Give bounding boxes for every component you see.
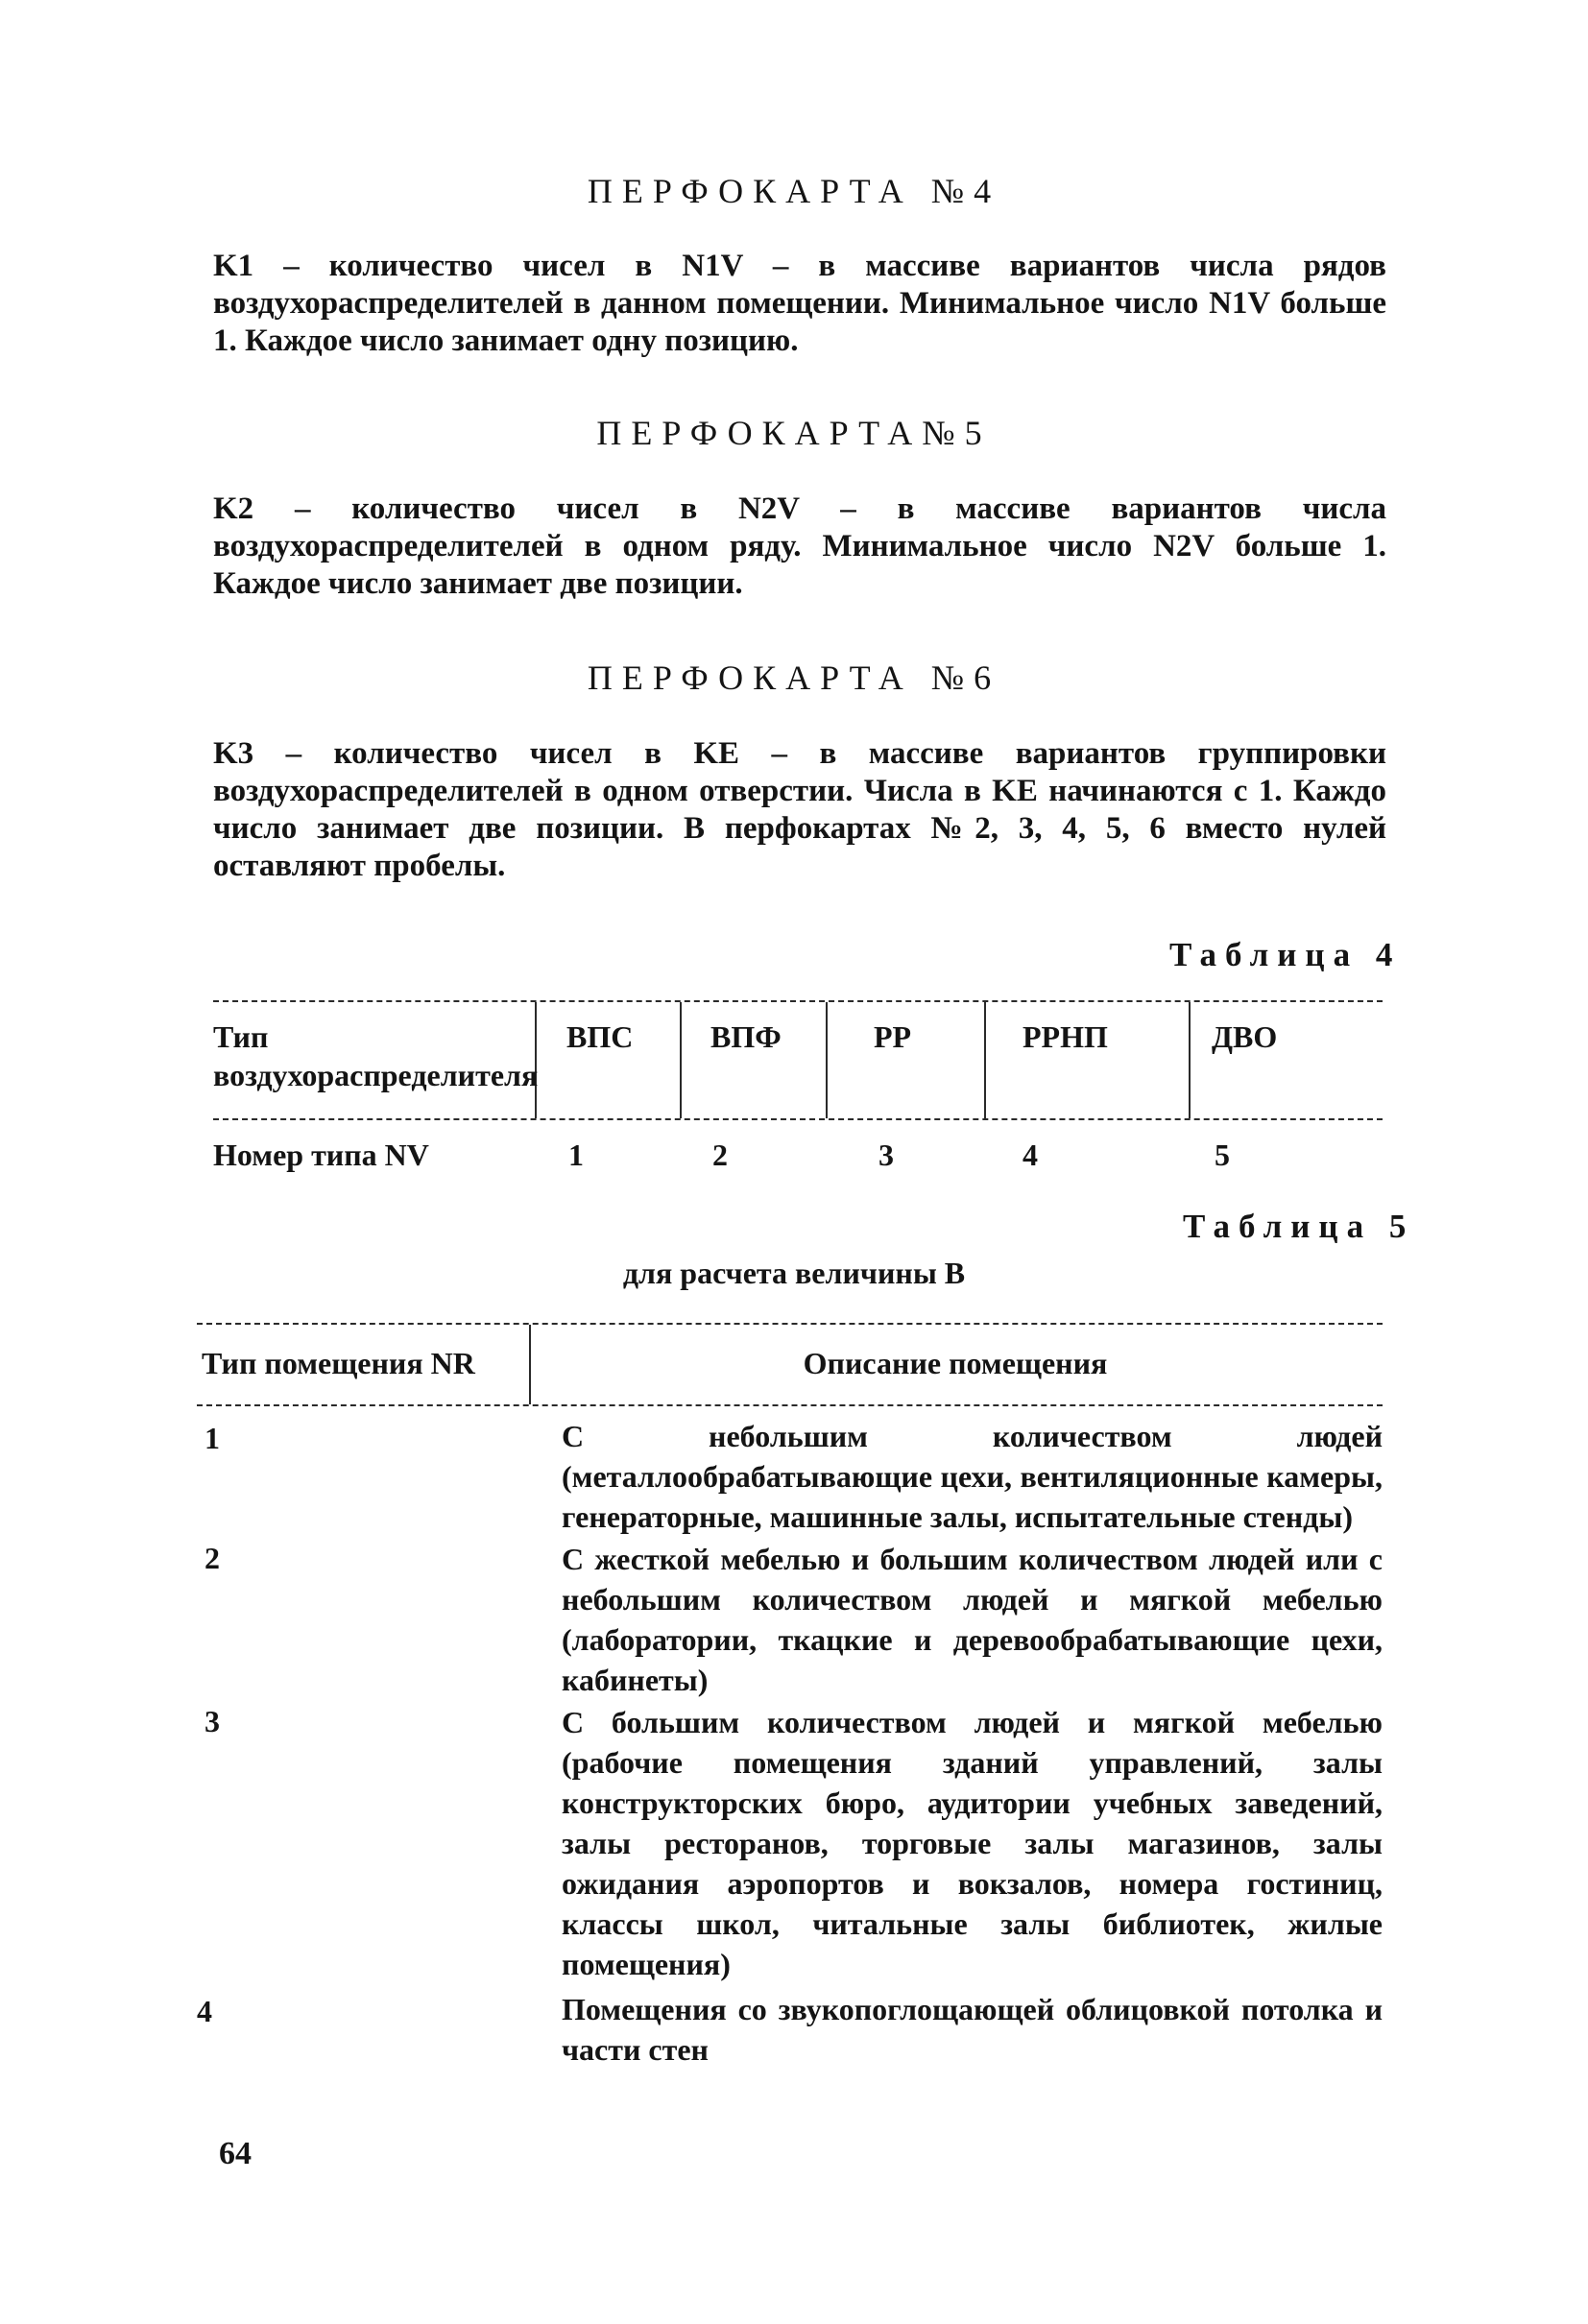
- table4-row2-label: Номер типа NV: [213, 1138, 429, 1172]
- table4-number-cell: 2: [712, 1138, 728, 1172]
- table5-row-number: 1: [205, 1421, 220, 1455]
- table5-top-rule: [197, 1323, 1383, 1325]
- table4-row1-label: Тип воздухораспределителя: [213, 1019, 539, 1092]
- table4-type-cell: ДВО: [1212, 1019, 1278, 1054]
- table4-mid-rule: [213, 1118, 1383, 1120]
- table5-row-number: 2: [205, 1541, 220, 1575]
- table4-type-cell: РР: [874, 1019, 912, 1054]
- table4-divider: [984, 1002, 986, 1118]
- table4-top-rule: [213, 1000, 1383, 1002]
- table5-header-rule: [197, 1404, 1383, 1406]
- page-number: 64: [219, 2136, 252, 2171]
- table5-subcaption: для расчета величины B: [622, 1256, 966, 1290]
- table5-col1-header: Тип помещения NR: [202, 1346, 475, 1380]
- punchcard4-text: K1 – количество чисел в N1V – в массиве вариантов числа рядов воздухораспределителей в данном помещении. Минимальное число N1V больше 1. Каждое число занимает одну позицию.: [213, 249, 1386, 358]
- table4-number-cell: 4: [1023, 1138, 1038, 1172]
- table4-divider: [1189, 1002, 1191, 1118]
- table5-row-number: 4: [197, 1994, 212, 2028]
- punchcard6-text: K3 – количество чисел в KE – в массиве вариантов группировки воздухораспределителей в одном отверстии. Числа в KE начинаются с 1. Каждо число занимает две позиции. В перфокартах №2, 3, 4, 5, 6 вместо нулей оставляют пробелы.: [213, 736, 1386, 883]
- punchcard5-heading: ПЕРФОКАРТА№5: [596, 414, 992, 452]
- table4-number-cell: 1: [568, 1138, 584, 1172]
- punchcard4-heading: ПЕРФОКАРТА №4: [587, 172, 1001, 210]
- table5-row-description: С небольшим количеством людей (металлообрабатывающие цехи, вентиляционные камеры, генераторные, машинные залы, испытательные стенды): [562, 1419, 1383, 1534]
- punchcard5-text: K2 – количество чисел в N2V – в массиве вариантов числа воздухораспределителей в одном ряду. Минимальное число N2V больше 1. Каждое число занимает две позиции.: [213, 491, 1386, 601]
- table4-divider: [680, 1002, 682, 1118]
- table4-type-cell: ВПС: [566, 1019, 634, 1054]
- table5-caption: Таблица 5: [1183, 1208, 1415, 1245]
- table5-row-number: 3: [205, 1704, 220, 1738]
- table5-row-description: С большим количеством людей и мягкой мебелью (рабочие помещения зданий управлений, залы конструкторских бюро, аудитории учебных заведений, залы ресторанов, торговые залы магазинов, залы ожидания аэропортов и вокзалов, номера гостиниц, классы школ, читальные залы библиотек, жилые помещения): [562, 1705, 1383, 1981]
- table5-row-description: Помещения со звукопоглощающей облицовкой потолка и части стен: [562, 1992, 1383, 2067]
- table4-type-cell: РРНП: [1023, 1019, 1108, 1054]
- punchcard6-heading: ПЕРФОКАРТА №6: [587, 659, 1001, 697]
- table5-header-divider: [529, 1325, 531, 1404]
- table4-type-cell: ВПФ: [710, 1019, 782, 1054]
- table5-row-description: С жесткой мебелью и большим количеством людей или с небольшим количеством людей и мягкой мебелью (лаборатории, ткацкие и деревообрабатывающие цехи, кабинеты): [562, 1542, 1383, 1697]
- table5-col2-header: Описание помещения: [803, 1346, 1108, 1380]
- table4-number-cell: 3: [878, 1138, 894, 1172]
- table4-caption: Таблица 4: [1169, 936, 1402, 973]
- table4-number-cell: 5: [1215, 1138, 1230, 1172]
- table4-divider: [826, 1002, 828, 1118]
